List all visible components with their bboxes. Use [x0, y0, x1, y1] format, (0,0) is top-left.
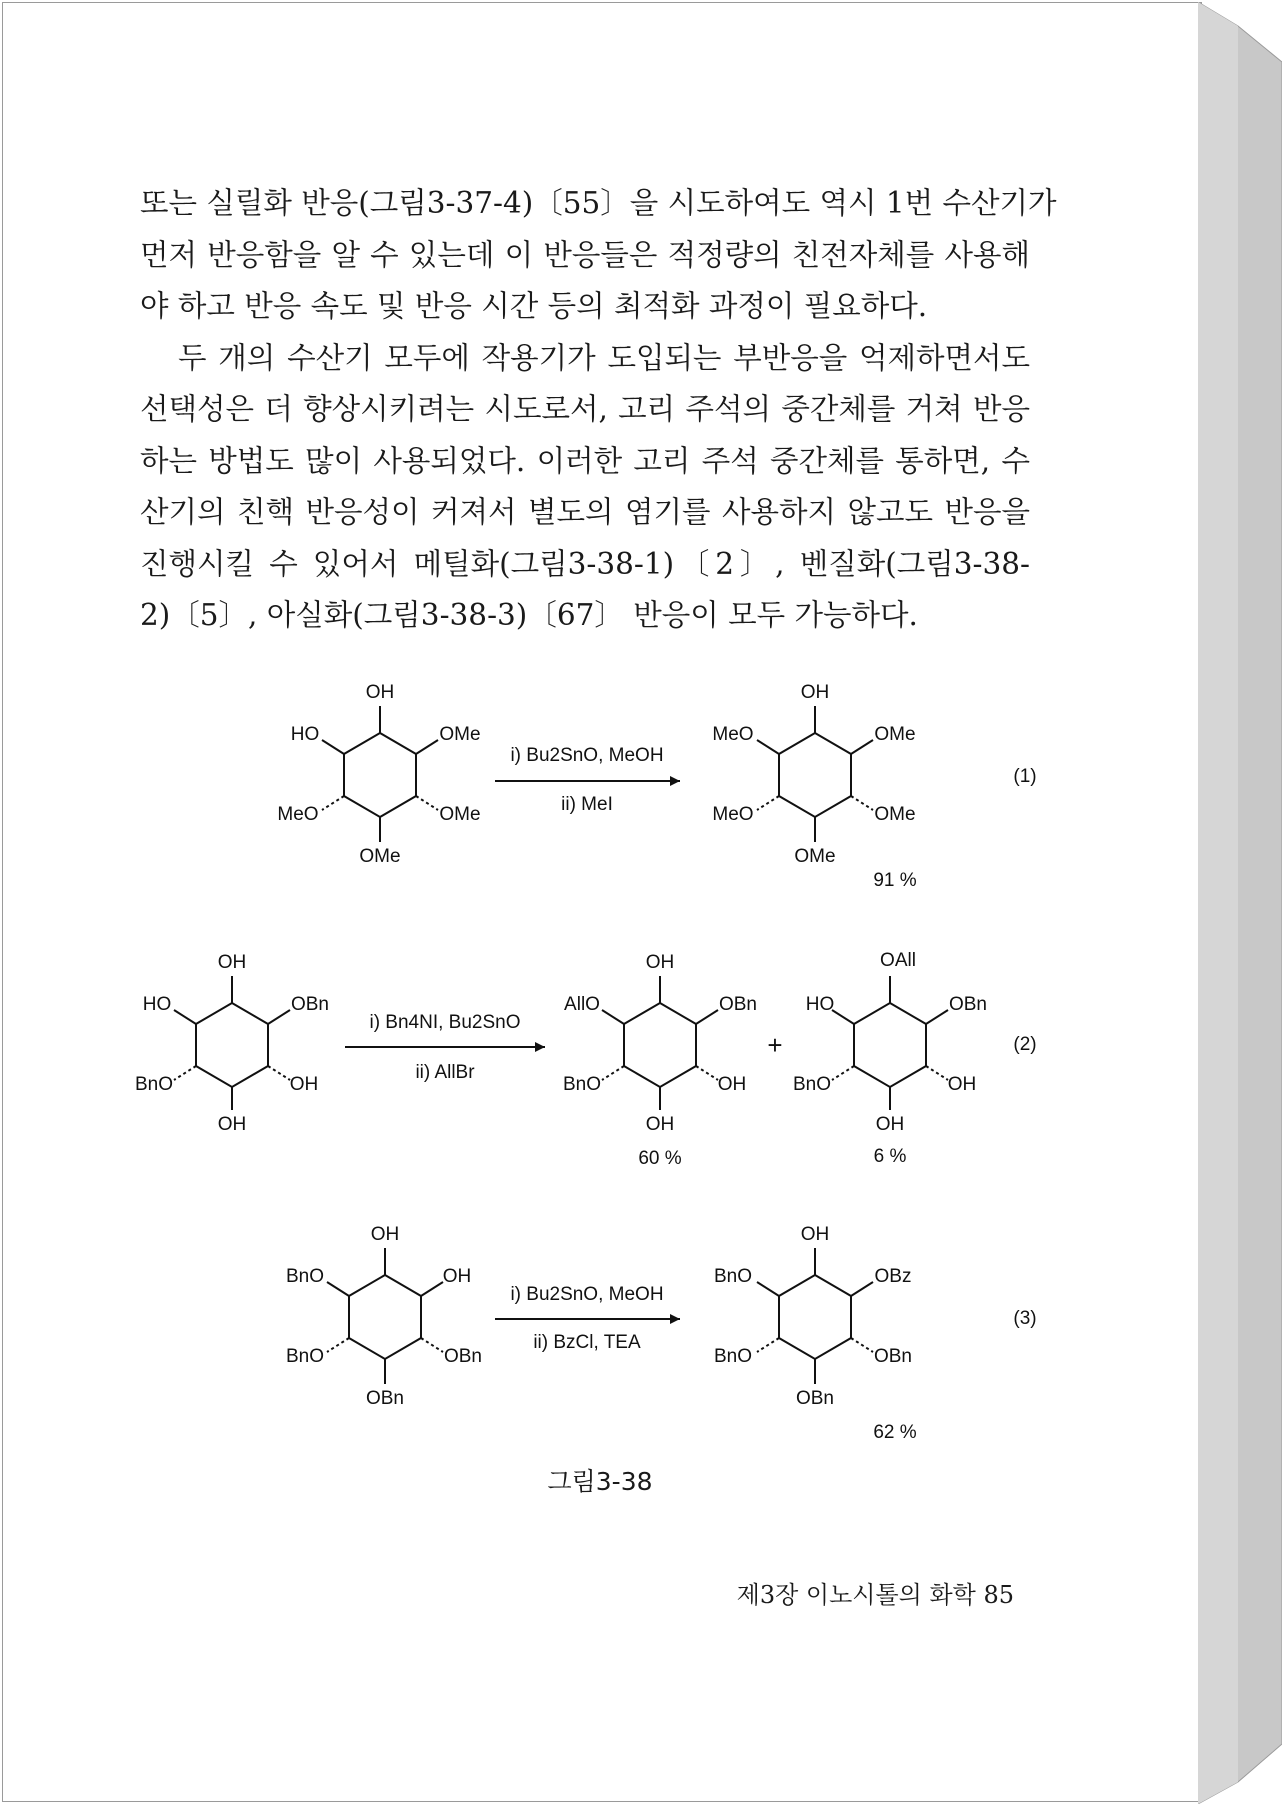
label: OH	[289, 1074, 319, 1095]
label: OH	[800, 682, 830, 703]
label: OH	[875, 1114, 905, 1135]
label: OH	[645, 1114, 675, 1135]
product-molecule	[712, 682, 916, 891]
text-line: 또는 실릴화 반응(그림3-37-4)〔55〕을 시도하여도 역시 1번 수산기가	[140, 186, 1057, 220]
label: OH	[365, 682, 395, 703]
start-molecule	[135, 952, 329, 1135]
product2-molecule	[793, 950, 987, 1167]
label: OBn	[718, 994, 758, 1015]
label: OBn	[365, 1388, 405, 1409]
label: HO	[805, 994, 835, 1015]
label: OMe	[359, 846, 401, 867]
label: HO	[290, 724, 320, 745]
label: OBn	[948, 994, 988, 1015]
reagent-top: i) Bu2SnO, MeOH	[510, 745, 664, 766]
label: MeO	[277, 804, 319, 825]
product-molecule	[563, 952, 757, 1169]
start-molecule	[277, 682, 480, 867]
paragraph-2	[140, 333, 1030, 642]
reaction-arrow	[495, 1284, 680, 1353]
text-line: 먼저 반응함을 알 수 있는데 이 반응들은 적정량의 친전자체를 사용해	[140, 237, 1030, 272]
label: BnO	[792, 1074, 832, 1095]
reaction-number: (2)	[1013, 1034, 1037, 1055]
label: MeO	[712, 804, 754, 825]
yield: 6 %	[873, 1146, 907, 1167]
start-molecule	[286, 1224, 482, 1409]
reagent-top: i) Bn4NI, Bu2SnO	[369, 1012, 521, 1033]
label: OBn	[290, 994, 330, 1015]
label: OBn	[873, 1346, 913, 1367]
reagent-bottom: ii) AllBr	[415, 1062, 475, 1083]
plus-sign: +	[767, 1030, 783, 1060]
label: OH	[370, 1224, 400, 1245]
label: BnO	[713, 1346, 753, 1367]
label: OH	[717, 1074, 747, 1095]
label: OMe	[439, 804, 481, 825]
label: OAll	[880, 950, 916, 971]
yield: 91 %	[873, 870, 917, 891]
label: OMe	[439, 724, 481, 745]
text-line: 두 개의 수산기 모두에 작용기가 도입되는 부반응을 억제하면서도	[178, 340, 1030, 375]
label: BnO	[713, 1266, 753, 1287]
label: BnO	[285, 1266, 325, 1287]
reaction-arrow	[495, 745, 680, 815]
text-line: 하는 방법도 많이 사용되었다. 이러한 고리 주석 중간체를 통하면, 수	[140, 443, 1030, 478]
label: HO	[142, 994, 172, 1015]
label: OMe	[794, 846, 836, 867]
yield: 62 %	[873, 1422, 917, 1443]
text-line: 산기의 친핵 반응성이 커져서 별도의 염기를 사용하지 않고도 반응을	[140, 495, 1030, 529]
label: OBz	[874, 1266, 912, 1287]
label: OH	[800, 1224, 830, 1245]
yield: 60 %	[638, 1148, 682, 1169]
reaction-number: (1)	[1013, 766, 1037, 787]
text-line: 선택성은 더 향상시키려는 시도로서, 고리 주석의 중간체를 거쳐 반응	[140, 392, 1030, 426]
reagent-bottom: ii) BzCl, TEA	[533, 1332, 641, 1353]
label: BnO	[562, 1074, 602, 1095]
page-edge-shadow	[1198, 2, 1282, 1804]
reagent-top: i) Bu2SnO, MeOH	[510, 1284, 664, 1305]
text-line: 야 하고 반응 속도 및 반응 시간 등의 최적화 과정이 필요하다.	[140, 289, 928, 323]
label: OBn	[443, 1346, 483, 1367]
label: OH	[645, 952, 675, 973]
product-molecule	[714, 1224, 917, 1443]
label: OH	[217, 952, 247, 973]
paragraph-1	[140, 178, 1057, 333]
label: OH	[442, 1266, 472, 1287]
label: OMe	[874, 804, 916, 825]
reaction-number: (3)	[1013, 1308, 1037, 1329]
reaction-scheme-2	[100, 940, 1060, 1180]
page-footer: 제3장 이노시톨의 화학 85	[736, 1581, 1014, 1609]
label: OMe	[874, 724, 916, 745]
label: BnO	[134, 1074, 174, 1095]
reaction-scheme-3	[100, 1212, 1060, 1452]
reagent-bottom: ii) MeI	[561, 794, 613, 815]
label: AllO	[564, 994, 600, 1015]
label: OBn	[795, 1388, 835, 1409]
reaction-scheme-1	[100, 670, 1060, 910]
body-text	[140, 178, 1057, 642]
text-line: 2)〔5〕, 아실화(그림3-38-3)〔67〕 반응이 모두 가능하다.	[140, 598, 918, 632]
reaction-arrow	[345, 1012, 545, 1083]
label: BnO	[285, 1346, 325, 1367]
figure-caption: 그림3-38	[547, 1467, 653, 1496]
text-line: 진행시킬 수 있어서 메틸화(그림3-38-1)〔2〕, 벤질화(그림3-38-	[140, 546, 1030, 581]
label: OH	[217, 1114, 247, 1135]
label: MeO	[712, 724, 754, 745]
label: OH	[947, 1074, 977, 1095]
